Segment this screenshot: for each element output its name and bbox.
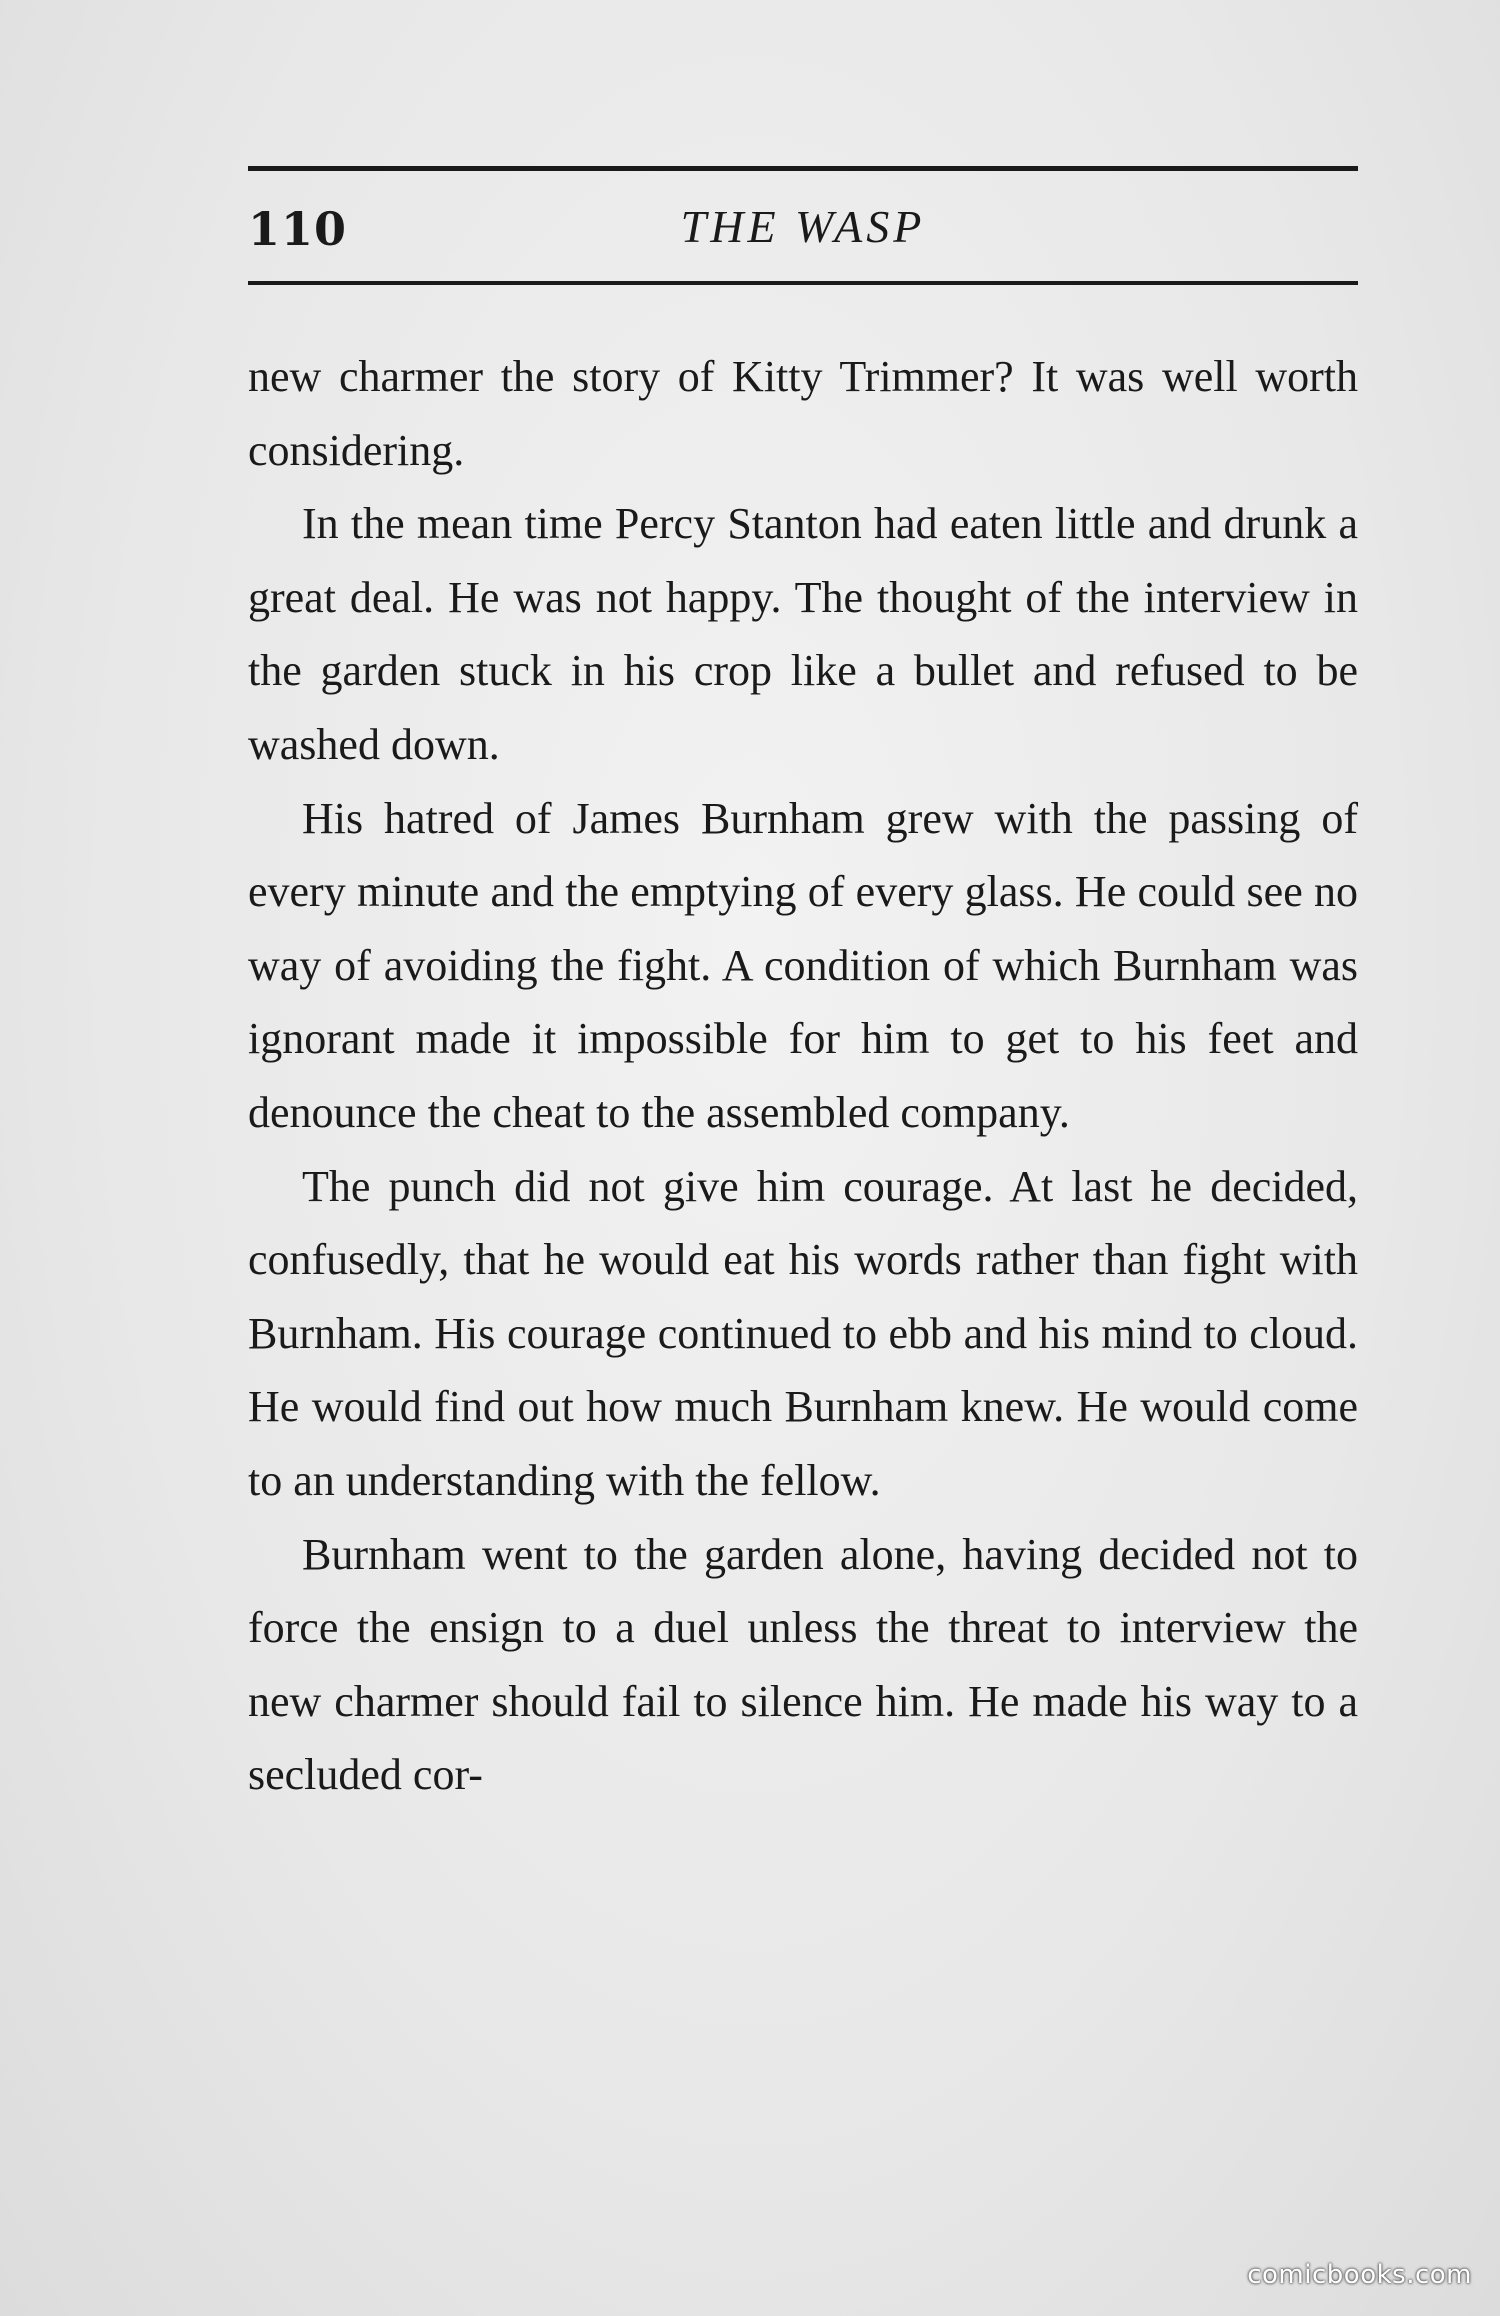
header-top-rule bbox=[248, 166, 1358, 171]
book-title: THE WASP bbox=[680, 201, 926, 252]
watermark: comicbooks.com bbox=[1247, 2260, 1472, 2290]
paragraph-continued: new charmer the story of Kitty Trimmer? It was well worth considering. bbox=[248, 352, 1358, 475]
running-head bbox=[248, 196, 1358, 268]
paragraph: In the mean time Percy Stanton had eaten little and drunk a great deal. He was not happy. The thought of the interview in the garden stuck in his crop like a bullet and refused to be washed down. bbox=[248, 499, 1358, 769]
page-number: 110 bbox=[248, 202, 348, 256]
paragraph: The punch did not give him courage. At last he decided, confusedly, that he would eat his words rather than fight with Burnham. His courage continued to ebb and his mind to cloud. He would find out how much Burnham knew. He would come to an understanding with the fellow. bbox=[248, 1161, 1358, 1505]
body-text bbox=[248, 340, 1358, 1812]
header-bottom-rule bbox=[248, 281, 1358, 285]
paragraph: Burnham went to the garden alone, having decided not to force the ensign to a duel unless the threat to interview the new charmer should fail to silence him. He made his way to a secluded cor- bbox=[248, 1529, 1358, 1800]
paragraph: His hatred of James Burnham grew with the passing of every minute and the emptying of every glass. He could see no way of avoiding the fight. A condition of which Burnham was ignorant made it impossible for him to get to his feet and denounce the cheat to the assembled company. bbox=[248, 793, 1358, 1137]
